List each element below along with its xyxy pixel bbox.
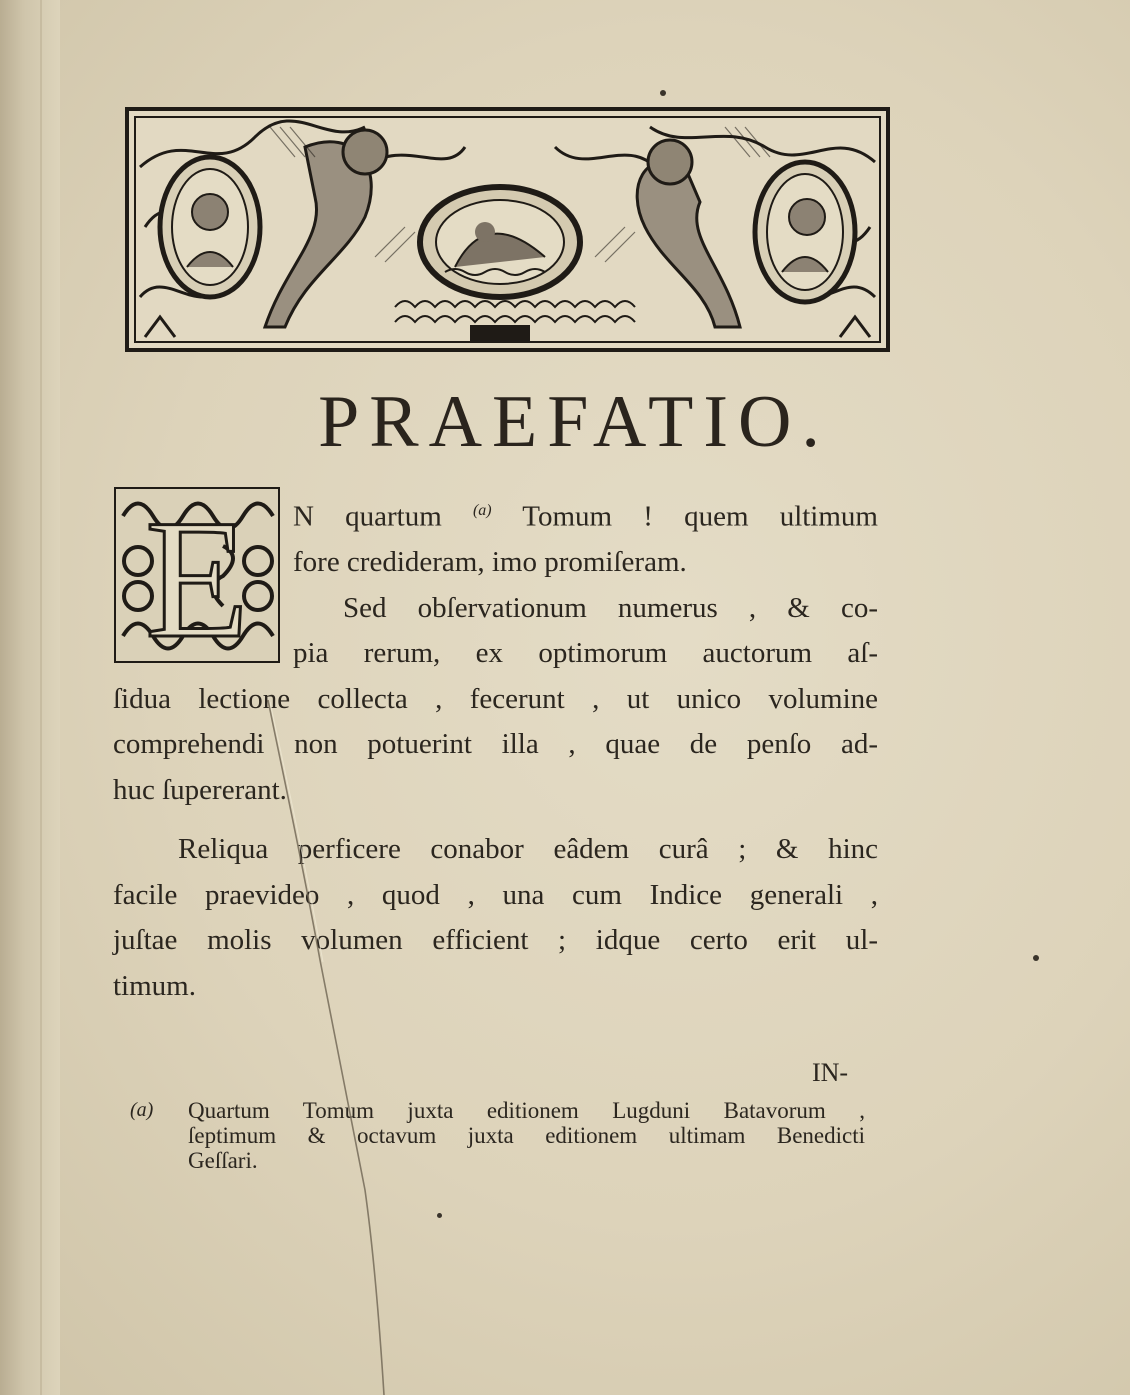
- text-line: timum.: [113, 969, 196, 1002]
- text-line: Reliqua perficere conabor eâdem curâ ; & hinc: [178, 833, 878, 866]
- footnote-marker: (a): [130, 1099, 154, 1121]
- text-line: Sed obſervationum numerus , & co-: [343, 591, 878, 624]
- footnote-reference: (a): [472, 502, 492, 519]
- svg-text:E: E: [145, 486, 249, 664]
- ink-speck: [1033, 955, 1039, 961]
- preface-body: [113, 488, 878, 1009]
- text-line: facile praevideo , quod , una cum Indice generali ,: [113, 878, 878, 911]
- binding-gutter: [0, 0, 60, 1395]
- ink-speck: [660, 90, 666, 96]
- footnote: [130, 1098, 865, 1173]
- footnote-line: Quartum Tomum juxta editionem Lugduni Batavorum ,: [188, 1098, 865, 1123]
- text-line: N quartum $^{(a)}$ Tomum ! quem ultimum: [293, 500, 878, 533]
- text-line: fore credideram, imo promiſeram.: [293, 546, 687, 579]
- ornamental-headpiece-icon: [125, 107, 890, 352]
- footnote-text: [188, 1098, 865, 1173]
- text-line: huc ſupererant.: [113, 773, 287, 806]
- ink-speck: [437, 1213, 442, 1218]
- text-line: pia rerum, ex optimorum auctorum aſ-: [293, 637, 878, 670]
- text-line: juſtae molis volumen efficient ; idque certo erit ul-: [113, 924, 878, 957]
- footnote-line: Geſſari.: [188, 1148, 258, 1173]
- text-line: ſidua lectione collecta , fecerunt , ut unico volumine: [113, 682, 878, 715]
- page-title: PRAEFATIO.: [318, 381, 830, 463]
- text-line: comprehendi non potuerint illa , quae de penſo ad-: [113, 728, 878, 761]
- gutter-fold: [40, 0, 42, 1395]
- catchword: IN-: [812, 1058, 849, 1087]
- footnote-line: ſeptimum & octavum juxta editionem ultimam Benedicti: [188, 1123, 865, 1148]
